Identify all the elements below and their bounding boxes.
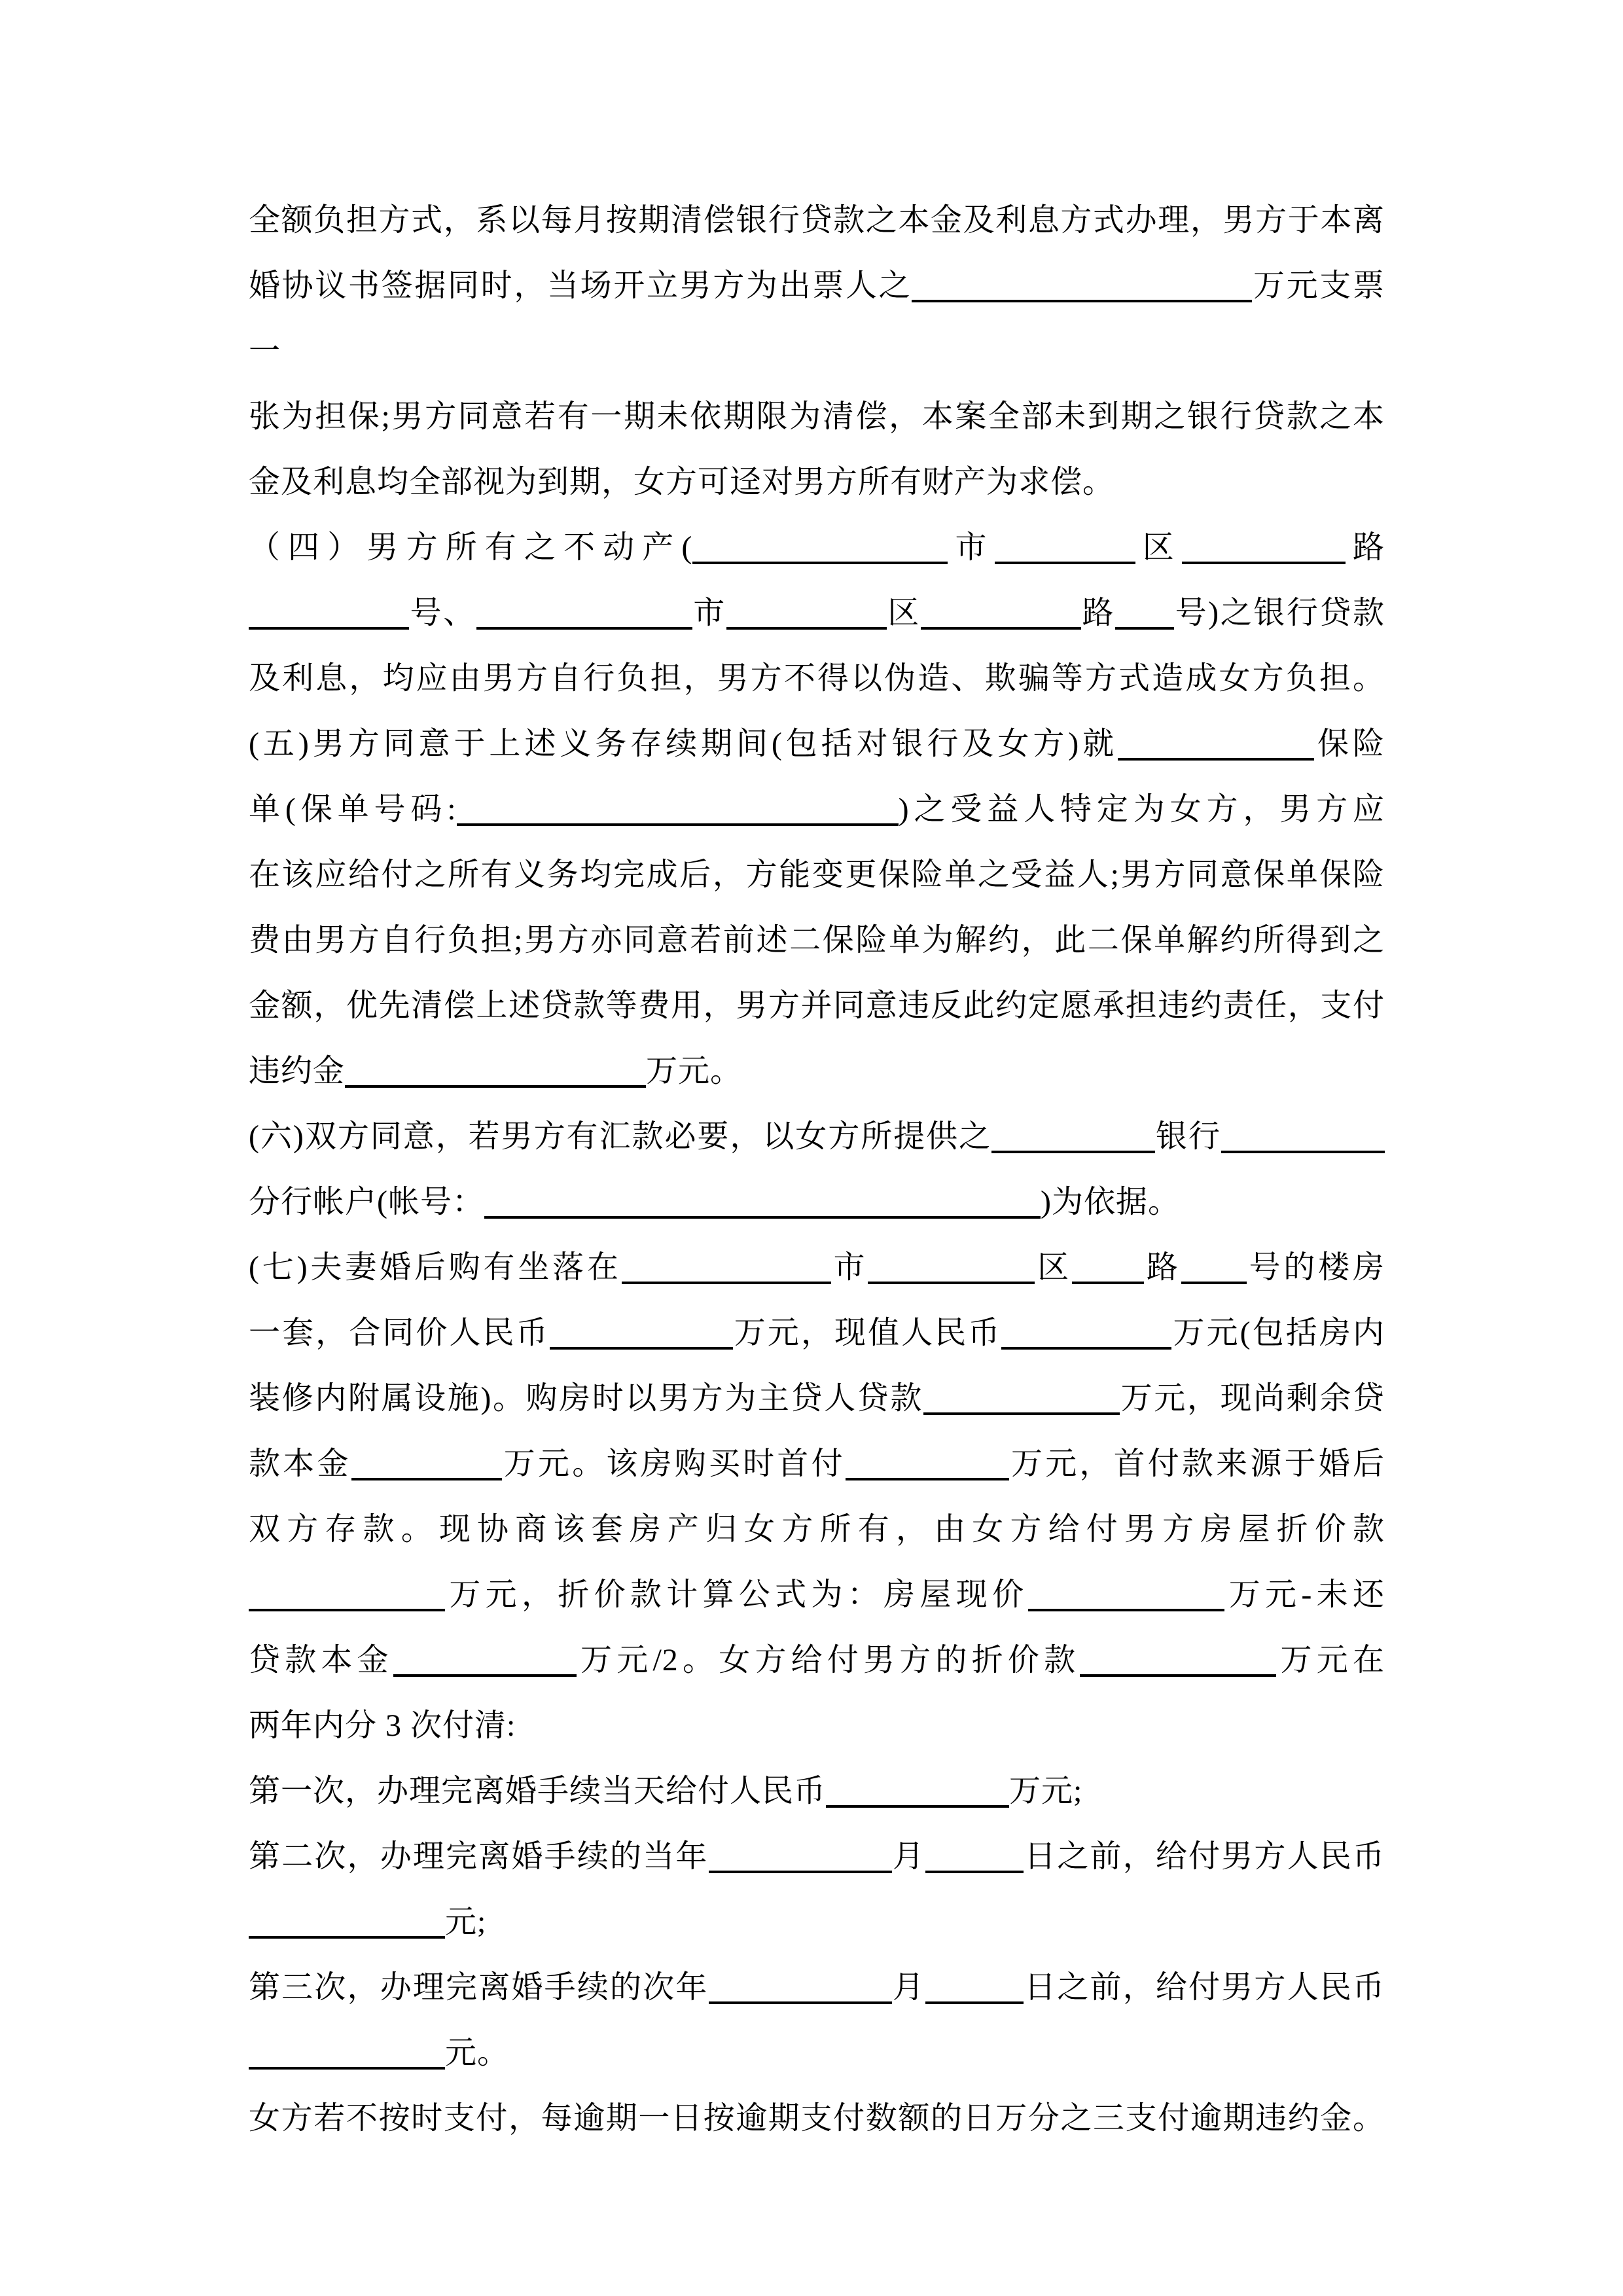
text-segment: 路 [1144, 1250, 1181, 1285]
text-segment: 贷款本金 [249, 1643, 393, 1677]
text-line [249, 1104, 1385, 1170]
text-line [249, 515, 1385, 581]
text-line [249, 188, 1385, 253]
text-segment: 万元，现值人民币 [732, 1316, 1002, 1350]
text-line [249, 450, 1385, 515]
text-line [249, 1824, 1385, 1890]
text-line [249, 777, 1385, 842]
text-segment: 月 [891, 1970, 925, 2005]
text-segment: 元; [445, 1905, 487, 1939]
text-segment: 万元，首付款来源于婚后 [1008, 1446, 1385, 1481]
blank-field [484, 1182, 1041, 1219]
text-segment: 万元支票一 [249, 268, 1385, 368]
blank-field [1182, 528, 1346, 564]
blank-field [709, 1837, 892, 1873]
text-segment: 区 [886, 596, 921, 630]
text-segment: 路 [1345, 530, 1385, 565]
text-segment: 第一次，办理完离婚手续当天给付人民币 [249, 1774, 827, 1808]
text-line [249, 581, 1385, 646]
text-segment: 万元，折价款计算公式为：房屋现价 [445, 1577, 1029, 1612]
text-segment: 万元，现尚剩余贷 [1120, 1381, 1385, 1416]
text-line [249, 1562, 1385, 1628]
blank-field [709, 1967, 892, 2004]
text-segment: 第二次，办理完离婚手续的当年 [249, 1839, 709, 1874]
blank-field [550, 1313, 733, 1350]
text-segment: 两年内分 3 次付清: [249, 1708, 516, 1743]
text-segment: 银行 [1155, 1119, 1221, 1154]
text-segment: 保险 [1314, 726, 1385, 761]
text-segment: 一套，合同价人民币 [249, 1316, 550, 1350]
text-segment: 日之前，给付男方人民币 [1023, 1970, 1385, 2005]
blank-field [622, 1247, 831, 1284]
text-line [249, 1300, 1385, 1366]
blank-field [476, 593, 692, 630]
text-segment: )为依据。 [1041, 1185, 1180, 1219]
text-segment: 月 [891, 1839, 925, 1874]
blank-field [1221, 1117, 1385, 1153]
text-line [249, 1628, 1385, 1693]
text-line [249, 646, 1385, 711]
text-segment: 市 [692, 596, 726, 630]
text-segment: 违约金 [249, 1054, 346, 1088]
text-segment: 第三次，办理完离婚手续的次年 [249, 1970, 709, 2005]
blank-field [925, 1837, 1024, 1873]
blank-field [1072, 1247, 1144, 1284]
text-segment: 款本金 [249, 1446, 351, 1481]
text-segment: 及利息，均应由男方自行负担，男方不得以伪造、欺骗等方式造成女方负担。 [249, 661, 1385, 696]
text-line [249, 1170, 1385, 1235]
text-line [249, 1366, 1385, 1431]
text-segment: 万元。 [646, 1054, 743, 1088]
text-segment: 万元在 [1276, 1643, 1385, 1677]
text-line [249, 1431, 1385, 1497]
text-line [249, 1759, 1385, 1824]
blank-field [925, 1967, 1024, 2004]
blank-field [249, 593, 409, 630]
text-line [249, 1497, 1385, 1562]
text-segment: 万元-未还 [1224, 1577, 1385, 1612]
text-line [249, 1235, 1385, 1300]
blank-field [912, 266, 1252, 302]
blank-field [1080, 1640, 1276, 1677]
blank-field [249, 2033, 445, 2070]
text-segment: 万元/2。女方给付男方的折价款 [576, 1643, 1080, 1677]
text-line [249, 2020, 1385, 2086]
text-segment: 区 [1035, 1250, 1073, 1285]
text-segment: （四）男方所有之不动产( [249, 530, 693, 565]
text-segment: 全额负担方式，系以每月按期清偿银行贷款之本金及利息方式办理，男方于本离 [249, 203, 1385, 238]
blank-field [393, 1640, 577, 1677]
text-line [249, 384, 1385, 450]
document-body [249, 188, 1385, 2151]
text-line [249, 908, 1385, 973]
text-segment: 张为担保;男方同意若有一期未依期限为清偿，本案全部未到期之银行贷款之本 [249, 399, 1385, 434]
text-segment: 区 [1135, 530, 1182, 565]
blank-field [692, 528, 948, 564]
blank-field [1028, 1575, 1224, 1611]
text-line [249, 1693, 1385, 1759]
blank-field [351, 1444, 502, 1480]
text-segment: 万元(包括房内 [1171, 1316, 1385, 1350]
text-segment: 万元。该房购买时首付 [501, 1446, 846, 1481]
text-segment: 分行帐户(帐号： [249, 1185, 484, 1219]
blank-field [1118, 724, 1314, 761]
blank-field [1181, 1247, 1247, 1284]
text-segment: 日之前，给付男方人民币 [1023, 1839, 1385, 1874]
blank-field [868, 1247, 1035, 1284]
text-segment: 女方若不按时支付，每逾期一日按逾期支付数额的日万分之三支付逾期违约金。 [249, 2101, 1385, 2136]
text-segment: 市 [830, 1250, 868, 1285]
text-segment: 万元; [1009, 1774, 1083, 1808]
text-line [249, 253, 1385, 384]
text-segment: 元。 [445, 2036, 510, 2070]
text-segment: 路 [1080, 596, 1116, 630]
blank-field [846, 1444, 1009, 1480]
text-line [249, 1039, 1385, 1104]
text-segment: 婚协议书签据同时，当场开立男方为出票人之 [249, 268, 912, 303]
text-segment: 号的楼房 [1246, 1250, 1385, 1285]
text-segment: 单(保单号码: [249, 792, 457, 827]
text-line [249, 1955, 1385, 2020]
blank-field [249, 1902, 445, 1939]
text-line [249, 973, 1385, 1039]
text-segment: 在该应给付之所有义务均完成后，方能变更保险单之受益人;男方同意保单保险 [249, 857, 1385, 892]
blank-field [1115, 593, 1174, 630]
text-segment: 费由男方自行负担;男方亦同意若前述二保险单为解约，此二保单解约所得到之 [249, 923, 1385, 958]
blank-field [1001, 1313, 1171, 1350]
blank-field [249, 1575, 445, 1611]
text-segment: 号、 [409, 596, 476, 630]
blank-field [345, 1051, 646, 1088]
blank-field [726, 593, 887, 630]
blank-field [457, 789, 899, 826]
text-segment: (五)男方同意于上述义务存续期间(包括对银行及女方)就 [249, 726, 1118, 761]
text-segment: 装修内附属设施)。购房时以男方为主贷人贷款 [249, 1381, 924, 1416]
text-line [249, 842, 1385, 908]
blank-field [995, 528, 1135, 564]
text-line [249, 1890, 1385, 1955]
text-segment: 金额，优先清偿上述贷款等费用，男方并同意违反此约定愿承担违约责任，支付 [249, 988, 1385, 1023]
text-segment: 双方存款。现协商该套房产归女方所有，由女方给付男方房屋折价款 [249, 1512, 1385, 1547]
text-segment: 号)之银行贷款 [1174, 596, 1385, 630]
text-segment: 市 [948, 530, 995, 565]
text-segment: 金及利息均全部视为到期，女方可迳对男方所有财产为求偿。 [249, 465, 1115, 499]
text-segment: (六)双方同意，若男方有汇款必要，以女方所提供之 [249, 1119, 992, 1154]
blank-field [921, 593, 1081, 630]
text-line [249, 2086, 1385, 2151]
blank-field [991, 1117, 1155, 1153]
blank-field [923, 1378, 1120, 1415]
blank-field [826, 1771, 1009, 1808]
text-segment: )之受益人特定为女方，男方应 [898, 792, 1385, 827]
text-segment: (七)夫妻婚后购有坐落在 [249, 1250, 622, 1285]
text-line [249, 711, 1385, 777]
